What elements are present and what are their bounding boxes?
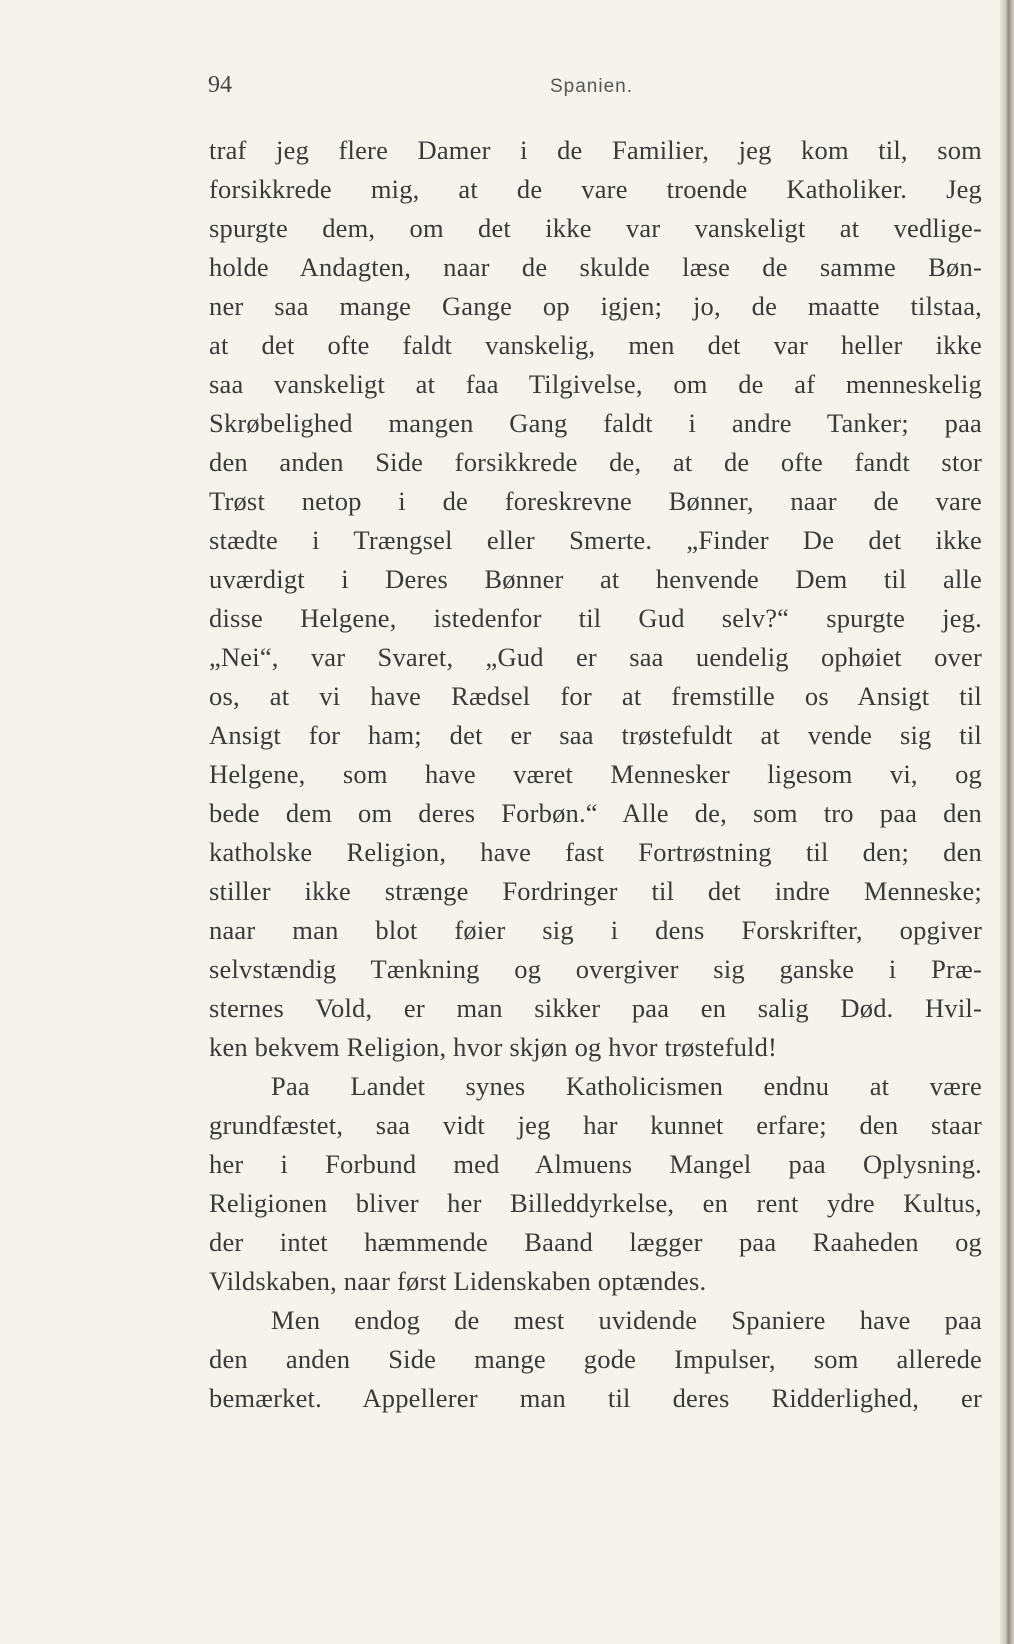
text-line: Paa Landet synes Katholicismen endnu at være (271, 1071, 982, 1101)
running-title: Spanien. (550, 76, 634, 97)
text-line: Ansigt for ham; det er saa trøstefuldt at vende sig til (209, 720, 982, 750)
text-line: Skrøbelighed mangen Gang faldt i andre Tanker; paa (209, 408, 982, 438)
text-line: Religionen bliver her Billeddyrkelse, en rent ydre Kultus, (209, 1188, 982, 1218)
text-line: naar man blot føier sig i dens Forskrifter, opgiver (209, 915, 982, 945)
text-line: ken bekvem Religion, hvor skjøn og hvor trøstefuld! (209, 1032, 778, 1062)
text-line: bede dem om deres Forbøn.“ Alle de, som tro paa den (209, 798, 982, 828)
text-line: os, at vi have Rædsel for at fremstille os Ansigt til (209, 681, 982, 711)
page-edge (1000, 0, 1014, 1644)
text-line: Trøst netop i de foreskrevne Bønner, naar de vare (209, 486, 982, 516)
text-line: stædte i Trængsel eller Smerte. „Finder De det ikke (209, 525, 982, 555)
text-line: stiller ikke strænge Fordringer til det indre Menneske; (209, 876, 982, 906)
text-line: den anden Side mange gode Impulser, som allerede (209, 1344, 982, 1374)
text-line: disse Helgene, istedenfor til Gud selv?“ spurgte jeg. (209, 603, 982, 633)
text-line: bemærket. Appellerer man til deres Ridderlighed, er (209, 1383, 982, 1413)
body-text (209, 131, 982, 1418)
text-line: den anden Side forsikkrede de, at de ofte fandt stor (209, 447, 982, 477)
text-line: grundfæstet, saa vidt jeg har kunnet erfare; den staar (209, 1110, 982, 1140)
text-line: forsikkrede mig, at de vare troende Katholiker. Jeg (209, 174, 982, 204)
text-line: her i Forbund med Almuens Mangel paa Oplysning. (209, 1149, 982, 1179)
text-line: spurgte dem, om det ikke var vanskeligt at vedlige- (209, 213, 982, 243)
text-line: sternes Vold, er man sikker paa en salig Død. Hvil- (209, 993, 982, 1023)
text-line: selvstændig Tænkning og overgiver sig ganske i Præ- (209, 954, 982, 984)
text-line: katholske Religion, have fast Fortrøstning til den; den (209, 837, 982, 867)
text-line: Men endog de mest uvidende Spaniere have paa (271, 1305, 982, 1335)
text-line: traf jeg flere Damer i de Familier, jeg kom til, som (209, 135, 982, 165)
text-line: ner saa mange Gange op igjen; jo, de maatte tilstaa, (209, 291, 982, 321)
text-line: uværdigt i Deres Bønner at henvende Dem til alle (209, 564, 982, 594)
page-number: 94 (208, 72, 232, 98)
text-line: Helgene, som have været Mennesker ligesom vi, og (209, 759, 982, 789)
text-line: Vildskaben, naar først Lidenskaben optændes. (209, 1266, 707, 1296)
text-line: der intet hæmmende Baand lægger paa Raaheden og (209, 1227, 982, 1257)
text-line: „Nei“, var Svaret, „Gud er saa uendelig ophøiet over (209, 642, 982, 672)
page-header (208, 72, 982, 106)
text-line: saa vanskeligt at faa Tilgivelse, om de af menneskelig (209, 369, 982, 399)
text-line: at det ofte faldt vanskelig, men det var heller ikke (209, 330, 982, 360)
text-line: holde Andagten, naar de skulde læse de samme Bøn- (209, 252, 982, 282)
